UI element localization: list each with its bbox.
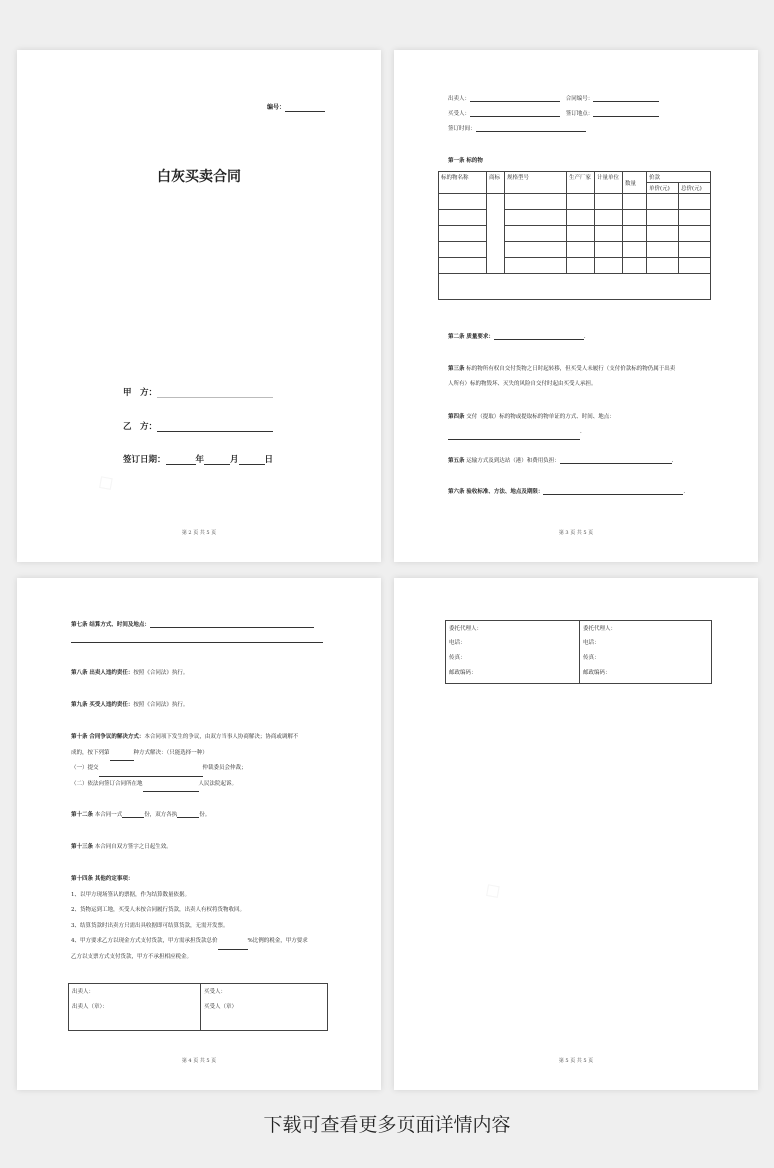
- list-item: 1、以甲方现场签认的票据，作为结算数量依据。: [71, 891, 191, 898]
- seller-sign-label: 出卖人：: [72, 989, 95, 995]
- buyer-sign-label: 买受人：: [204, 989, 227, 995]
- buyer-row: [448, 109, 659, 117]
- list-item: 3、结算货款时出卖方只需出具收据即可结算货款，无需开发票。: [71, 922, 229, 929]
- article-9-label: 第九条 买受人违约责任：: [71, 702, 134, 708]
- article-3-text-2: 人所有）标的物毁坏、灭失的风险自交付时起由买受人承担。: [448, 381, 597, 387]
- article-4: 第四条 交付（提取）标的物或提取标的物单证的方式、时间、地点： .: [448, 410, 615, 440]
- article-9: [71, 700, 188, 708]
- article-10-option-1a: （一）提交: [71, 765, 99, 771]
- party-a-label: 甲 方：: [123, 388, 158, 398]
- table-row: [439, 274, 711, 300]
- postcode-label-right: 邮政编码：: [583, 670, 611, 676]
- article-12-text-a: 本合同一式: [94, 812, 123, 818]
- sign-date-row: [123, 453, 273, 465]
- table-row: [439, 258, 711, 274]
- article-6: 第六条 验收标准、方法、地点及期限： .: [448, 489, 686, 495]
- table-row: [439, 210, 711, 226]
- article-2-label: 第二条 质量要求：: [448, 334, 494, 340]
- article-5-label: 第五条: [448, 458, 465, 464]
- contract-page-3: [394, 50, 758, 562]
- article-10-text: 本合同项下发生的争议，由双方当事人协商解决；协商或调解不: [144, 734, 299, 740]
- table-row: [439, 226, 711, 242]
- article-4-text: 交付（提取）标的物或提取标的物单证的方式、时间、地点：: [466, 414, 615, 420]
- article-12-label: 第十二条: [71, 812, 94, 818]
- list-item-4c: 乙方以支票方式支付货款，甲方不承担相应税金。: [71, 953, 193, 960]
- sign-place-label: 签订地点：: [565, 111, 594, 117]
- header-unit-price: 单价(元): [647, 183, 679, 194]
- sign-date-label: 签订日期：: [123, 455, 166, 465]
- article-14-label: 第十四条 其他约定事项：: [71, 876, 134, 882]
- watermark-icon: [91, 467, 119, 497]
- article-10-text-2b: 种方式解决：（只能选择一种）: [133, 749, 208, 756]
- contract-page-4: [17, 578, 381, 1090]
- header-total: 总价(元): [679, 183, 711, 194]
- article-10-text-2a: 成的，按下列第: [71, 749, 110, 756]
- sign-time-row: [448, 124, 586, 132]
- article-10-option-2b: 人民法院起诉。: [198, 780, 238, 787]
- table-row: [439, 194, 711, 210]
- header-name: 标的物名称: [439, 172, 487, 194]
- cover-page: [17, 50, 381, 562]
- article-5: 第五条 运输方式及到达站（港）和费用负担： .: [448, 458, 674, 464]
- article-12: [71, 810, 210, 818]
- fax-label-left: 传真：: [449, 655, 466, 661]
- header-brand: 商标: [487, 172, 505, 194]
- article-10: [71, 730, 298, 792]
- article-3: [448, 362, 675, 392]
- article-4-label: 第四条: [448, 414, 465, 420]
- party-b-row: [123, 420, 273, 432]
- phone-label-right: 电话：: [583, 640, 600, 646]
- article-12-text-b: 份，双方各执: [144, 812, 178, 818]
- party-a-row: [123, 386, 273, 398]
- article-7: [71, 620, 314, 628]
- article-10-option-1b: 仲裁委员会仲裁；: [202, 765, 247, 771]
- fax-label-right: 传真：: [583, 655, 600, 661]
- year-label: 年: [195, 455, 205, 465]
- article-2: 第二条 质量要求： .: [448, 334, 586, 340]
- header-qty: 数量: [623, 172, 647, 194]
- download-caption[interactable]: 下载可查看更多页面详情内容: [263, 1114, 511, 1136]
- article-14: [71, 872, 308, 965]
- phone-label-left: 电话：: [449, 640, 466, 646]
- article-8: [71, 668, 188, 676]
- contract-page-5: [394, 578, 758, 1090]
- postcode-label-left: 邮政编码：: [449, 670, 477, 676]
- list-item: 2、货物运到工地，买受人未按合同履行货款，出卖人有权将货物收回。: [71, 907, 246, 913]
- list-item-4b: %比例的税金，甲方要求: [247, 938, 308, 944]
- agent-info-box: [445, 620, 712, 684]
- day-label: 日: [264, 455, 274, 465]
- buyer-label: 买受人：: [448, 111, 471, 117]
- seller-seal-label: 出卖人（章）：: [72, 1004, 108, 1010]
- article-3-label: 第三条: [448, 366, 465, 372]
- page-footer: 第 5 页 共 5 页: [558, 1058, 594, 1064]
- article-10-option-2a: （二）依法向签订合同所在地: [71, 780, 143, 787]
- article-6-label: 第六条 验收标准、方法、地点及期限：: [448, 489, 544, 495]
- page-footer: 第 2 页 共 5 页: [181, 530, 217, 536]
- header-maker: 生产厂家: [567, 172, 595, 194]
- agent-label-right: 委托代理人：: [583, 626, 617, 632]
- agent-label-left: 委托代理人：: [449, 626, 483, 632]
- contract-number-label: 编号：: [267, 104, 286, 111]
- article-3-text: 标的物所有权自交付货物之日时起转移，但买受人未履行（支付价款标的物仍属于出卖: [466, 366, 676, 372]
- list-item-4a: 4、甲方要求乙方以现金方式支付货款，甲方需承担货款总价: [71, 938, 218, 944]
- article-8-label: 第八条 出卖人违约责任：: [71, 670, 134, 676]
- page-title: 白灰买卖合同: [157, 169, 241, 185]
- signature-box: [68, 983, 328, 1031]
- article-7-label: 第七条 结算方式、时间及地点：: [71, 622, 150, 628]
- header-spec: 规格型号: [505, 172, 567, 194]
- article-13: [71, 842, 172, 850]
- article-7-line: [71, 642, 323, 643]
- sign-time-label: 签订时间：: [448, 126, 476, 132]
- party-b-label: 乙 方：: [123, 422, 158, 432]
- article-9-text: 按照《合同法》执行。: [133, 702, 189, 708]
- page-footer: 第 4 页 共 5 页: [181, 1058, 217, 1064]
- article-8-text: 按照《合同法》执行。: [133, 670, 189, 676]
- buyer-seal-label: 买受人（章）: [204, 1004, 238, 1010]
- month-label: 月: [230, 455, 239, 465]
- goods-table: [438, 171, 711, 300]
- article-13-text: 本合同自双方签字之日起生效。: [94, 844, 172, 850]
- table-row: [439, 242, 711, 258]
- header-unit: 计量单位: [595, 172, 623, 194]
- header-price: 价款: [647, 172, 711, 183]
- article-13-label: 第十三条: [71, 844, 94, 850]
- article-12-text-c: 份。: [199, 812, 211, 818]
- contract-number-row: [267, 104, 325, 112]
- article-1: 第一条 标的物: [448, 158, 483, 164]
- page-footer: 第 3 页 共 5 页: [558, 530, 594, 536]
- article-10-label: 第十条 合同争议的解决方式：: [71, 734, 145, 740]
- seller-row: [448, 94, 659, 102]
- seller-label: 出卖人：: [448, 96, 471, 102]
- contract-no-label: 合同编号：: [565, 96, 594, 102]
- article-5-text: 运输方式及到达站（港）和费用负担：: [466, 458, 560, 464]
- watermark-icon: [478, 875, 506, 905]
